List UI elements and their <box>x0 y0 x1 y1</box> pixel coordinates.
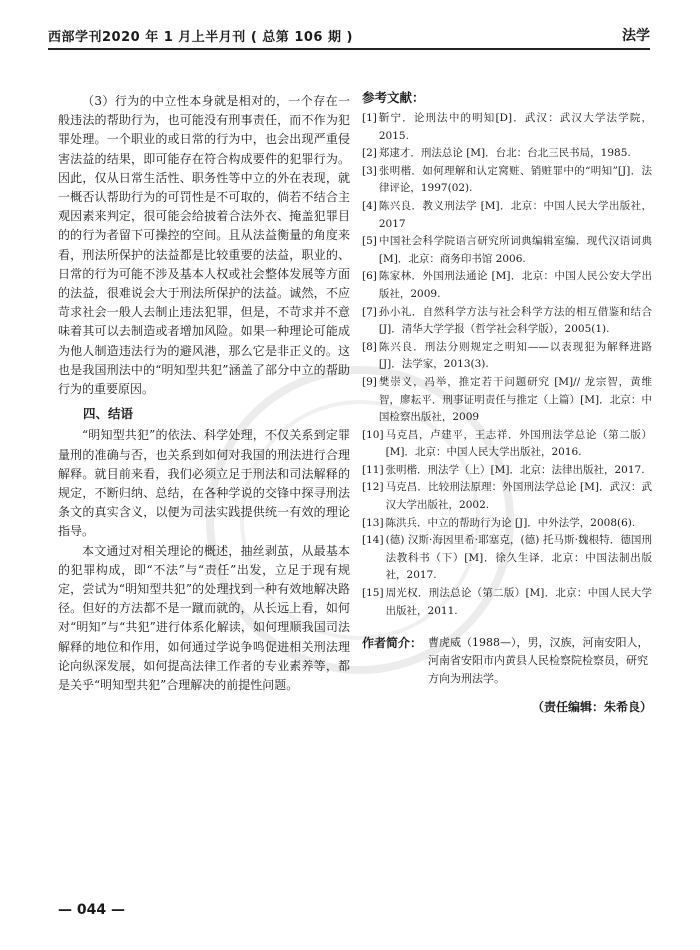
reference-text: 陈兴良．教义刑法学 [M]．北京：中国人民大学出版社，2017 <box>378 199 652 230</box>
reference-list <box>362 110 652 620</box>
reference-text: 樊崇义，冯举，推定若干问题研究 [M]// 龙宗智，黄维智，廖耘平．刑事证明责任与推定（上篇）[M]．北京：中国检察出版社，2009 <box>378 375 652 424</box>
body-paragraph: （3）行为的中立性本身就是相对的，一个存在一般违法的帮助行为，也可能没有刑事责任，而不作为犯罪处理。一个职业的或日常的行为中，也会出现严重侵害法益的结果，即可能存在符合构成要件的犯罪行为。因此，仅从日常生活性、职务性等中立的外在表现，就一概否认帮助行为的可罚性是不可取的，倘若不结合主观因素来判定，很可能会给披着合法外衣、掩盖犯罪目的的行为者留下可操控的空间。且从法益衡量的角度来看，刑法所保护的法益都是比较重要的法益，职业的、日常的行为可能不涉及基本人权或社会整体发展等方面的法益，很难说会大于刑法所保护的法益。诚然，不应苛求社会一般人去制止违法犯罪，但是，不苛求并不意味着其可以去制造或者增加风险。如果一种理论可能成为他人制造违法行为的避风港，那么它是非正义的。这也是我国刑法中的“明知型共犯”涵盖了部分中立的帮助行为的重要原因。 <box>58 94 350 397</box>
reference-text: 陈兴良．刑法分则规定之明知——以表现犯为解释进路 [J]．法学家，2013(3). <box>378 340 652 371</box>
main-text-column <box>58 92 350 695</box>
references-title: 参考文献： <box>362 90 425 105</box>
reference-text: 孙小礼．自然科学方法与社会科学方法的相互借鉴和结合[J]．清华大学学报（哲学社会科学版），2005(1). <box>378 305 652 336</box>
reference-text: 张明楷．如何理解和认定窝赃、销赃罪中的“明知”[J]．法律评论，1997(02). <box>378 164 652 195</box>
reference-text: 靳宁．论刑法中的明知[D]．武汉：武汉大学法学院，2015. <box>378 112 652 142</box>
reference-text: 马克昌，卢建平，王志祥．外国刑法学总论（第二版）[M]．北京：中国人民大学出版社，2016. <box>385 428 652 459</box>
reference-number: [2] <box>362 147 377 160</box>
author-bio <box>362 634 652 688</box>
reference-text: 郑逮才．刑法总论 [M]．台北：台北三民书局，1985. <box>378 147 631 160</box>
body-paragraph: “明知型共犯”的依法、科学处理，不仅关系到定罪量刑的准确与否，也关系到如何对我国的刑法进行合理解释。就目前来看，我们必须立足于刑法和司法解释的规定，不断归纳、总结，在各种学说的交锋中探寻刑法条文的真实含义，以便为司法实践提供统一有效的理论指导。 <box>58 428 350 539</box>
reference-item <box>362 268 652 303</box>
reference-number: [15] <box>362 587 384 600</box>
reference-item <box>362 479 652 514</box>
body-paragraph: 本文通过对相关理论的概述，抽丝剥茧，从最基本的犯罪构成，即“不法”与“责任”出发，立足于现有规定，尝试为“明知型共犯”的处理找到一种有效地解决路径。但好的方法都不是一蹴而就的，从长远上看，如何对“明知”与“共犯”进行体系化解读，如何理顺我国司法解释的地位和作用，如何通过学说争鸣促进相关刑法理论向纵深发展，如何提高法律工作者的专业素养等，都是关乎“明知型共犯”合理解决的前提性问题。 <box>58 543 350 693</box>
journal-issue: 西部学刊2020 年 1 月上半月刊 ( 总第 106 期 ) <box>48 30 353 45</box>
section-label: 法学 <box>622 28 650 44</box>
reference-text: 中国社会科学院语言研究所词典编辑室编．现代汉语词典[M]．北京：商务印书馆 2006. <box>378 235 652 265</box>
reference-text: 周光权．刑法总论（第二版）[M]．北京：中国人民大学出版社，2011. <box>385 587 652 617</box>
reference-number: [12] <box>362 481 384 494</box>
reference-text: 陈家林．外国刑法通论 [M]．北京：中国人民公安大学出版社，2009. <box>378 270 652 300</box>
reference-text: 马克昌．比较刑法原理：外国刑法学总论 [M]．武汉：武汉大学出版社，2002. <box>385 481 652 512</box>
reference-number: [5] <box>362 235 377 248</box>
reference-number: [13] <box>362 516 384 529</box>
reference-number: [9] <box>362 375 377 388</box>
reference-item <box>362 233 652 268</box>
reference-number: [11] <box>362 463 384 476</box>
running-header <box>48 22 650 50</box>
references-column <box>362 88 652 715</box>
reference-item <box>362 427 652 462</box>
reference-item <box>362 145 652 163</box>
reference-item <box>362 110 652 145</box>
reference-number: [7] <box>362 305 377 318</box>
section-heading: 四、结语 <box>83 406 134 422</box>
reference-item <box>362 163 652 198</box>
paragraph-group-before <box>58 92 350 399</box>
reference-number: [1] <box>362 112 377 124</box>
reference-number: [14] <box>362 534 384 547</box>
reference-item <box>362 374 652 427</box>
reference-item <box>362 532 652 585</box>
reference-text: 张明楷．刑法学（上）[M]．北京：法律出版社，2017. <box>385 463 645 476</box>
reference-item <box>362 198 652 233</box>
reference-item <box>362 585 652 620</box>
page-number: — 044 — <box>58 902 125 918</box>
reference-number: [3] <box>362 164 377 177</box>
reference-number: [4] <box>362 199 377 212</box>
reference-item <box>362 462 652 480</box>
author-bio-text: 曹虎威（1988—），男，汉族，河南安阳人，河南省安阳市内黄县人民检察院检察员，研究方向为刑法学。 <box>428 636 649 686</box>
reference-item <box>362 339 652 374</box>
reference-number: [10] <box>362 428 384 441</box>
reference-item <box>362 515 652 533</box>
reference-item <box>362 304 652 339</box>
reference-number: [6] <box>362 270 377 283</box>
reference-text: (德) 汉斯·海因里希·耶塞克，(德) 托马斯·魏根特．德国刑法教科书（下）[M]．徐久生译．北京：中国法制出版社，2017. <box>385 534 652 582</box>
reference-text: 陈洪兵．中立的帮助行为论 [J]．中外法学，2008(6). <box>385 516 636 529</box>
reference-number: [8] <box>362 340 377 353</box>
responsible-editor: （责任编辑：朱希良） <box>531 700 652 715</box>
author-bio-label: 作者简介： <box>362 636 423 651</box>
paragraph-group-after <box>58 426 350 695</box>
